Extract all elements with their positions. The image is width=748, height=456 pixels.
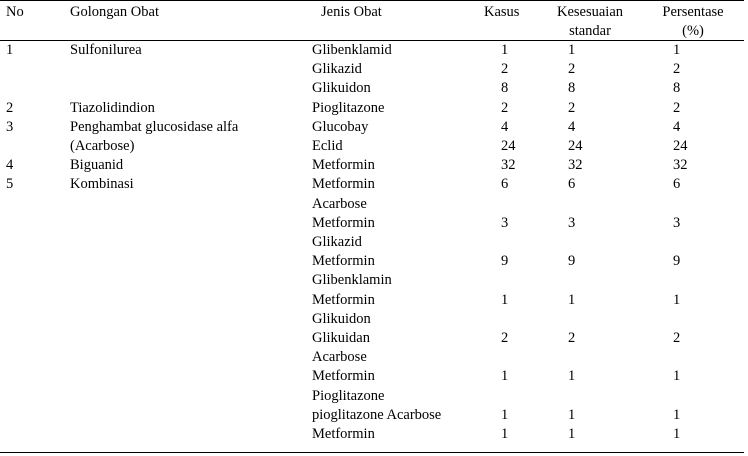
cell-kasus: 6 [501,176,509,193]
header-persentase-line1: Persentase [662,4,724,20]
cell-no: 2 [6,99,14,116]
cell-kesesuaian: 1 [568,426,576,442]
header-golongan-obat: Golongan Obat [70,4,159,20]
cell-jenis: Acarbose [312,195,367,212]
cell-jenis: Glikuidon [312,310,371,327]
cell-kesesuaian: 9 [568,253,576,270]
cell-kesesuaian: 2 [568,61,576,78]
cell-persentase: 1 [673,426,681,442]
cell-kesesuaian: 2 [568,330,576,346]
cell-persentase: 9 [673,253,681,270]
cell-kesesuaian: 1 [568,42,576,58]
cell-persentase: 1 [673,291,681,308]
cell-kasus: 1 [501,42,509,58]
cell-kasus: 3 [501,214,509,231]
cell-no: 5 [6,176,14,193]
cell-kesesuaian: 24 [568,138,583,154]
cell-kasus: 1 [501,426,509,442]
cell-golongan: Tiazolidindion [70,99,155,116]
cell-jenis: Metformin [312,291,375,308]
cell-jenis: Metformin [312,426,375,442]
cell-persentase: 6 [673,176,681,193]
cell-persentase: 1 [673,368,681,385]
cell-kasus: 24 [501,138,516,154]
cell-persentase: 1 [673,406,681,423]
cell-kasus: 1 [501,368,509,385]
cell-kesesuaian: 32 [568,157,583,174]
cell-jenis: Metformin [312,157,375,174]
header-jenis-obat: Jenis Obat [321,4,382,20]
cell-kasus: 1 [501,291,509,308]
cell-kesesuaian: 1 [568,368,576,385]
cell-jenis: Acarbose [312,349,367,366]
cell-kasus: 1 [501,406,509,423]
cell-jenis: Pioglitazone [312,387,385,404]
cell-kesesuaian: 2 [568,99,576,116]
cell-kasus: 8 [501,80,509,97]
cell-jenis: Pioglitazone [312,99,385,116]
cell-no: 3 [6,118,14,135]
cell-jenis: Metformin [312,214,375,231]
cell-golongan: Sulfonilurea [70,42,142,58]
cell-jenis: Metformin [312,176,375,193]
cell-jenis: Glikuidan [312,330,370,346]
cell-persentase: 2 [673,99,681,116]
cell-jenis: Glikuidon [312,80,371,97]
cell-persentase: 1 [673,42,681,58]
cell-golongan: Penghambat glucosidase alfa [70,118,239,135]
cell-jenis: Eclid [312,138,343,154]
header-persentase [655,3,731,41]
cell-golongan: Kombinasi [70,176,134,193]
cell-jenis: Glikazid [312,61,362,78]
header-kasus: Kasus [484,4,520,20]
cell-jenis: Glikazid [312,234,362,250]
cell-kesesuaian: 8 [568,80,576,97]
table-top-rule [0,0,744,1]
cell-kesesuaian: 4 [568,118,576,135]
header-kesesuaian-standar [550,3,630,41]
cell-persentase: 3 [673,214,681,231]
cell-kasus: 2 [501,330,509,346]
cell-kasus: 2 [501,99,509,116]
cell-kasus: 2 [501,61,509,78]
cell-kesesuaian: 3 [568,214,576,231]
cell-kasus: 9 [501,253,509,270]
cell-jenis: Metformin [312,253,375,270]
cell-kesesuaian: 6 [568,176,576,193]
cell-no: 4 [6,157,14,174]
cell-jenis: pioglitazone Acarbose [312,406,442,423]
cell-persentase: 32 [673,157,688,174]
cell-kasus: 32 [501,157,516,174]
cell-no: 1 [6,42,14,58]
cell-kasus: 4 [501,118,509,135]
cell-persentase: 2 [673,61,681,78]
cell-kesesuaian: 1 [568,291,576,308]
cell-persentase: 8 [673,80,681,97]
table-bottom-rule [0,452,744,453]
cell-persentase: 24 [673,138,688,154]
cell-jenis: Glucobay [312,118,369,135]
header-kesesuaian-line1: Kesesuaian [556,4,624,20]
cell-persentase: 2 [673,330,681,346]
cell-jenis: Metformin [312,368,375,385]
header-persentase-line2: (%) [682,23,704,39]
cell-persentase: 4 [673,118,681,135]
cell-golongan: Biguanid [70,157,124,174]
cell-jenis: Glibenklamin [312,272,392,289]
header-kesesuaian-line2: standar [569,23,611,39]
cell-golongan: (Acarbose) [70,138,135,154]
header-no: No [6,4,24,20]
cell-kesesuaian: 1 [568,406,576,423]
cell-jenis: Glibenklamid [312,42,392,58]
